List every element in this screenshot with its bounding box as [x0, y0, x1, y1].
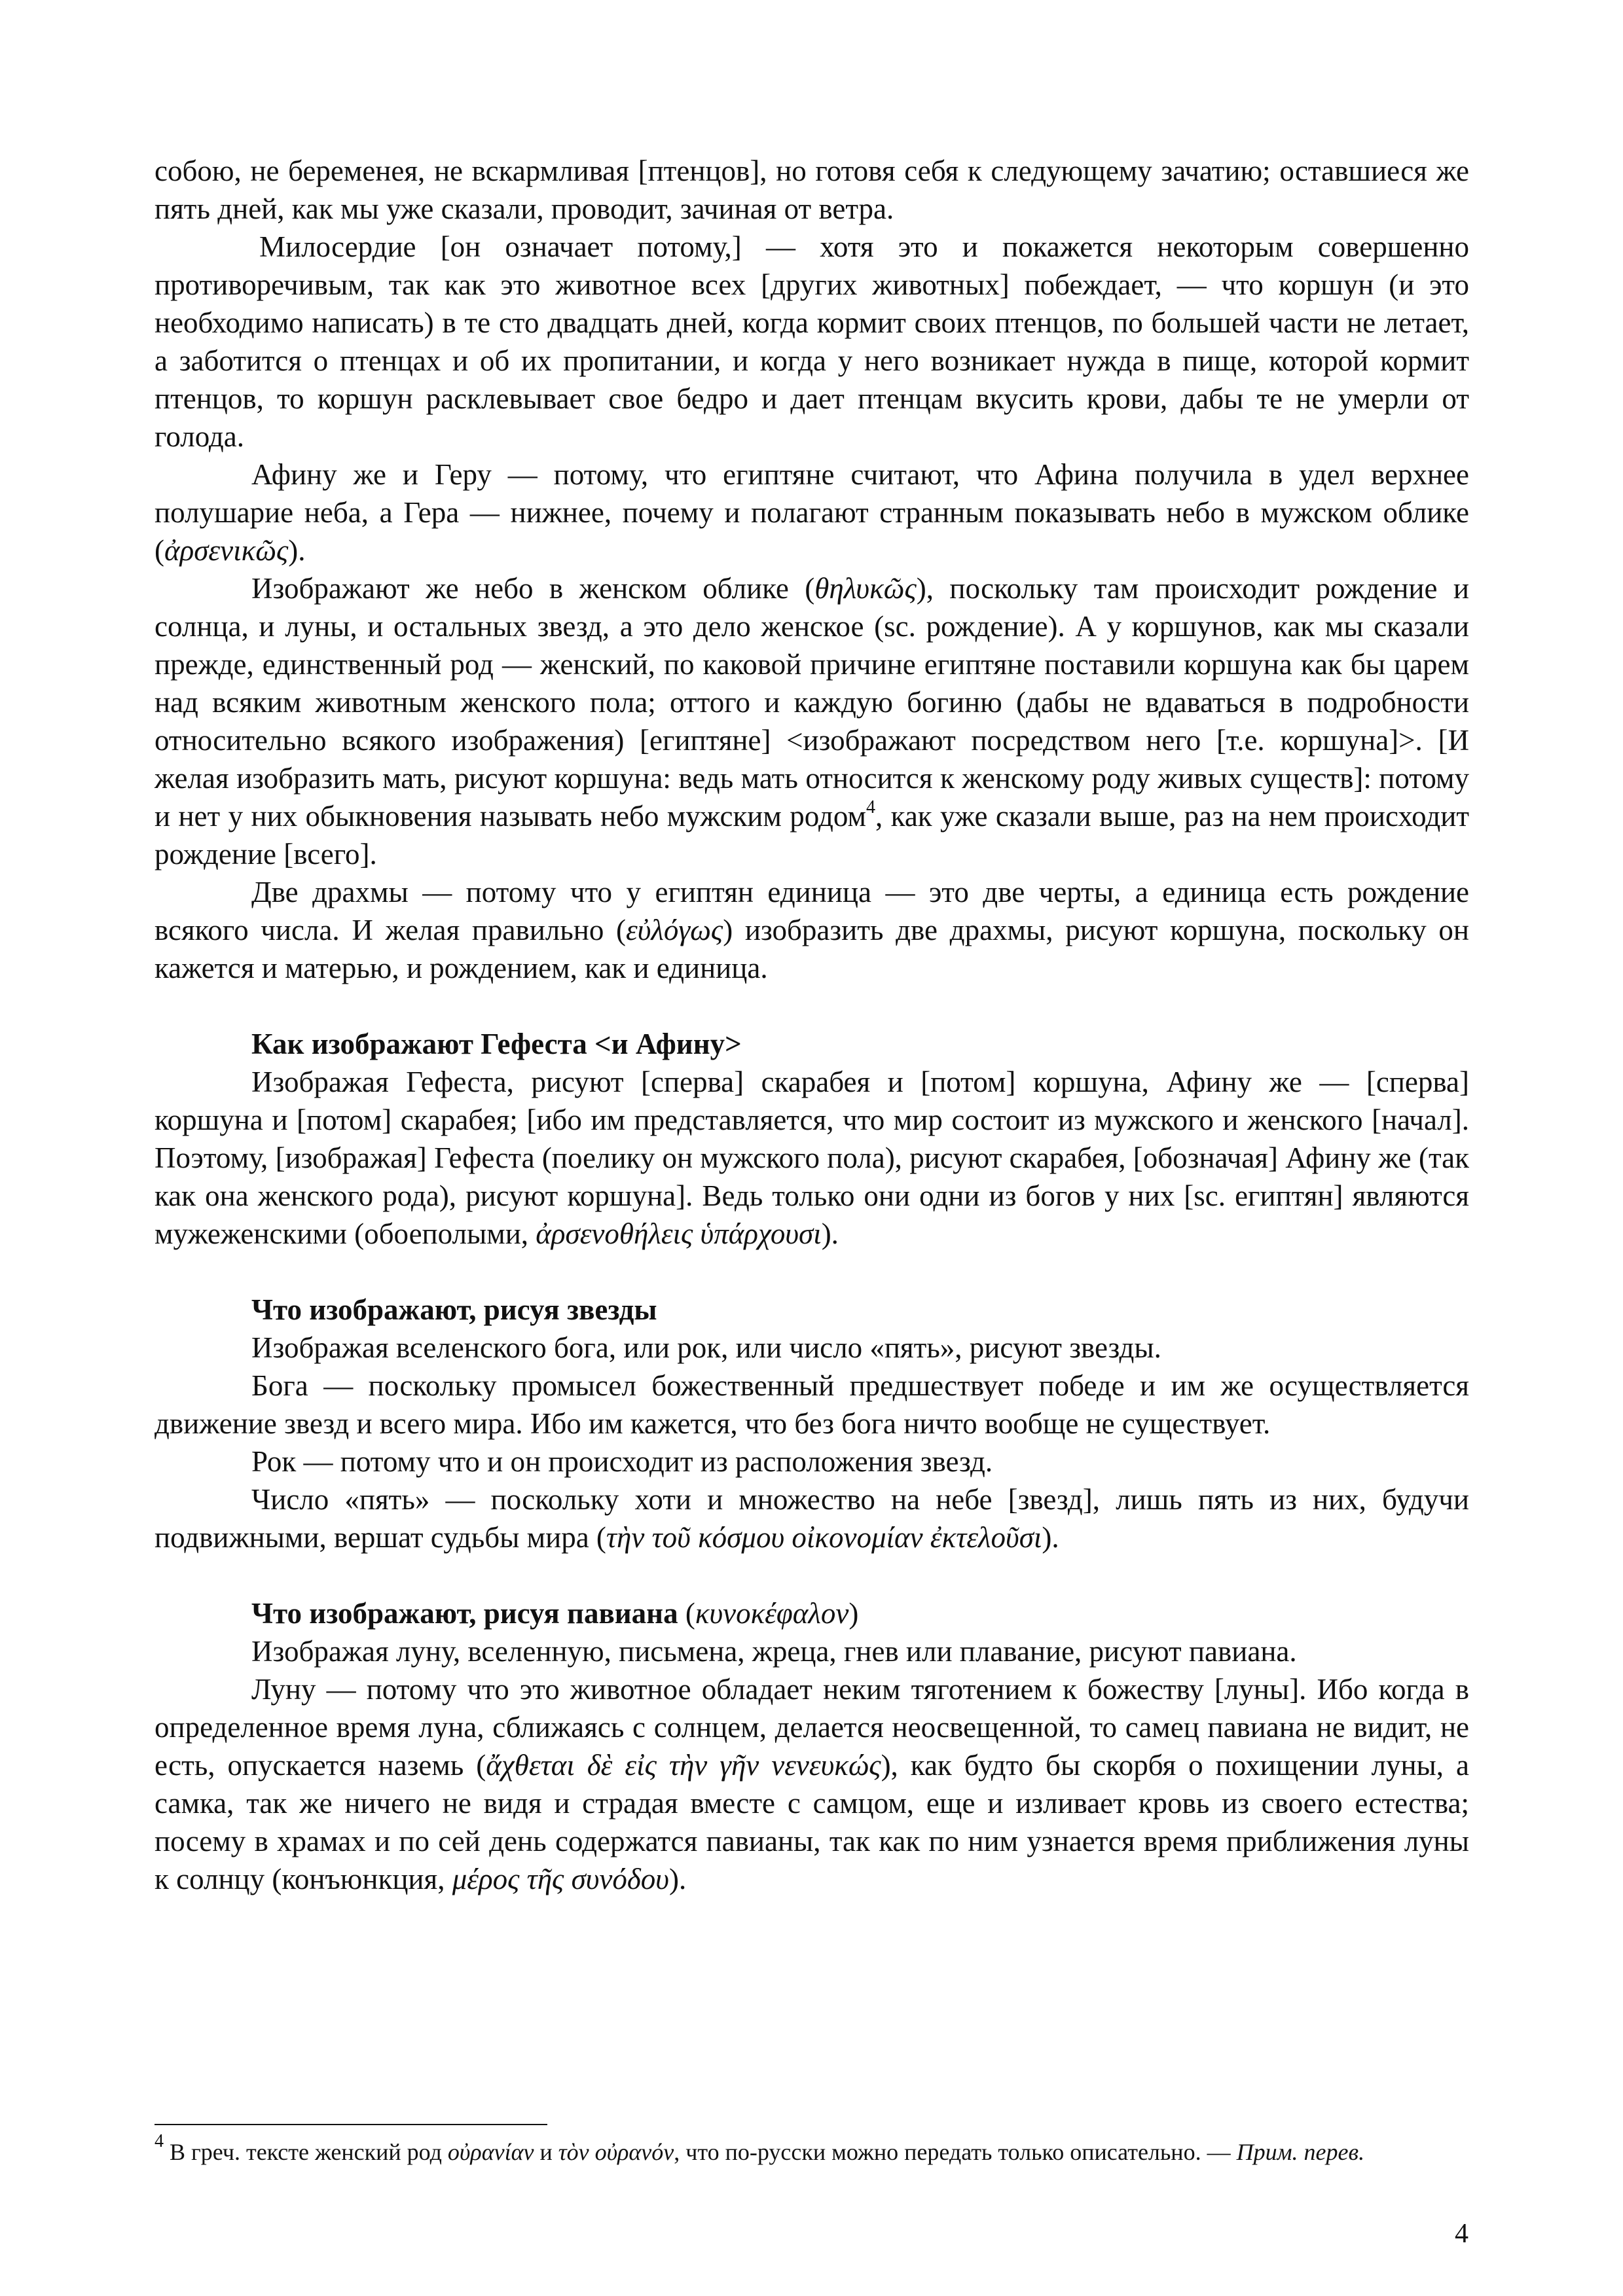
baboon-paragraph-2: Луну — потому что это животное обладает неким тяготением к божеству [луны]. Ибо когда в определенное время луна, сближаясь с солнцем, делается неосвещенной, то самец павиана не видит, не есть, опускается наземь (ἄχθεται δὲ εἰς τὴν γῆν νενευκώς), как будто бы скорбя о похищении луны, а самка, так же ничего не видя и страдая вместе с самцом, еще и изливает кровь из своего естества; посему в храмах и по сей день содержатся павианы, так как по ним узнается время приближения луны к солнцу (конъюнкция, μέρος τῆς συνόδου).: [155, 1673, 1469, 1895]
greek-term: οὐρανίαν: [447, 2139, 534, 2165]
stars-paragraph-3: Рок — потому что и он происходит из расположения звезд.: [251, 1445, 993, 1478]
greek-term: μέρος τῆς συνόδου: [452, 1863, 669, 1895]
stars-paragraph-4: Число «пять» — поскольку хоти и множество на небе [звезд], лишь пять из них, будучи подвижными, вершат судьбы мира (τὴν τοῦ κόσμου οἰκονομίαν ἐκτελοῦσι).: [155, 1483, 1469, 1554]
stars-paragraph-2: Бога — поскольку промысел божественный предшествует победе и им же осуществляется движение звезд и всего мира. Ибо им кажется, что без бога ничто вообще не существует.: [155, 1369, 1469, 1440]
translator-note: Прим. перев.: [1236, 2139, 1365, 2165]
stars-paragraph-1: Изображая вселенского бога, или рок, или число «пять», рисуют звезды.: [251, 1331, 1161, 1364]
greek-term: κυνοκέφαλον: [695, 1597, 849, 1630]
baboon-paragraph-1: Изображая луну, вселенную, письмена, жреца, гнев или плавание, рисуют павиана.: [251, 1635, 1297, 1668]
paragraph-1: собою, не беременея, не вскармливая [птенцов], но готовя себя к следующему зачатию; оставшиеся же пять дней, как мы уже сказали, проводит, зачиная от ветра.: [155, 154, 1469, 225]
footnote-divider: [155, 2124, 547, 2125]
paragraph-2: Милосердие [он означает потому,] — хотя это и покажется некоторым совершенно противоречивым, так как это животное всех [других животных] побеждает, — что коршун (и это необходимо написать) в те сто двадцать дней, когда кормит своих птенцов, по большей части не летает, а заботится о птенцах и об их пропитании, и когда у него возникает нужда в пище, которой кормит птенцов, то коршун расклевывает свое бедро и дает птенцам вкусить крови, дабы те не умерли от голода.: [155, 230, 1469, 453]
greek-term: ἀρσενοθήλεις ὑπάρχουσι: [536, 1217, 822, 1250]
paragraph-3: Афину же и Геру — потому, что египтяне считают, что Афина получила в удел верхнее полушарие неба, а Гера — нижнее, почему и полагают странным показывать небо в мужском облике (ἀρσενικῶς).: [155, 458, 1469, 567]
page-number: 4: [1455, 2219, 1468, 2249]
greek-term: εὐλόγως: [626, 914, 723, 946]
section-gap: [155, 987, 1469, 1025]
section-heading-baboon: Что изображают, рисуя павиана (κυνοκέφαλον): [251, 1597, 859, 1630]
paragraph-5: Две драхмы — потому что у египтян единица — это две черты, а единица есть рождение всякого числа. И желая правильно (εὐλόγως) изобразить две драхмы, рисуют коршуна, поскольку он кажется и матерью, и рождением, как и единица.: [155, 876, 1469, 984]
paragraph-4: Изображают же небо в женском облике (θηλυκῶς), поскольку там происходит рождение и солнца, и луны, и остальных звезд, а это дело женское (sc. рождение). А у коршунов, как мы сказали прежде, единственный род — женский, по каковой причине египтяне поставили коршуна как бы царем над всяким животным женского пола; оттого и каждую богиню (дабы не вдаваться в подробности относительно всякого изображения) [египтяне] <изображают посредством него [т.е. коршуна]>. [И желая изобразить мать, рисуют коршуна: ведь мать относится к женскому роду живых существ]: потому и нет у них обыкновения называть небо мужским родом$^4$, как уже сказали выше, раз на нем происходит рождение [всего].: [155, 572, 1469, 870]
footnote-marker: 4: [155, 2131, 164, 2151]
section-gap: [155, 1556, 1469, 1594]
section-gap: [155, 1253, 1469, 1291]
greek-term: ἄχθεται δὲ εἰς τὴν γῆν νενευκώς: [486, 1749, 881, 1782]
section-hephaestus-text: Изображая Гефеста, рисуют [сперва] скарабея и [потом] коршуна, Афину же — [сперва] коршуна и [потом] скарабея; [ибо им представляется, что мир состоит из мужского и женского [начал]. Поэтому, [изображая] Гефеста (поелику он мужского пола), рисуют скарабея, [обозначая] Афину же (так как она женского рода), рисуют коршуна]. Ведь только они одни из богов у них [sc. египтян] являются мужеженскими (обоеполыми, ἀρσενοθήλεις ὑπάρχουσι).: [155, 1066, 1469, 1250]
footnote: $^4$ В греч. тексте женский род οὐρανίαν и τὸν οὐρανόν, что по-русски можно передать только описательно. — Прим. перев.: [155, 2131, 1365, 2165]
greek-term: τὴν τοῦ κόσμου οἰκονομίαν ἐκτελοῦσι: [606, 1521, 1042, 1554]
greek-term: ἀρσενικῶς: [164, 534, 289, 567]
greek-term: τὸν οὐρανόν: [558, 2139, 674, 2165]
section-heading-stars: Что изображают, рисуя звезды: [251, 1293, 657, 1326]
section-heading-hephaestus: Как изображают Гефеста <и Афину>: [251, 1028, 742, 1060]
greek-term: θηλυκῶς: [814, 572, 917, 605]
main-text: [155, 152, 1469, 1898]
footnote-reference: 4: [866, 797, 875, 817]
